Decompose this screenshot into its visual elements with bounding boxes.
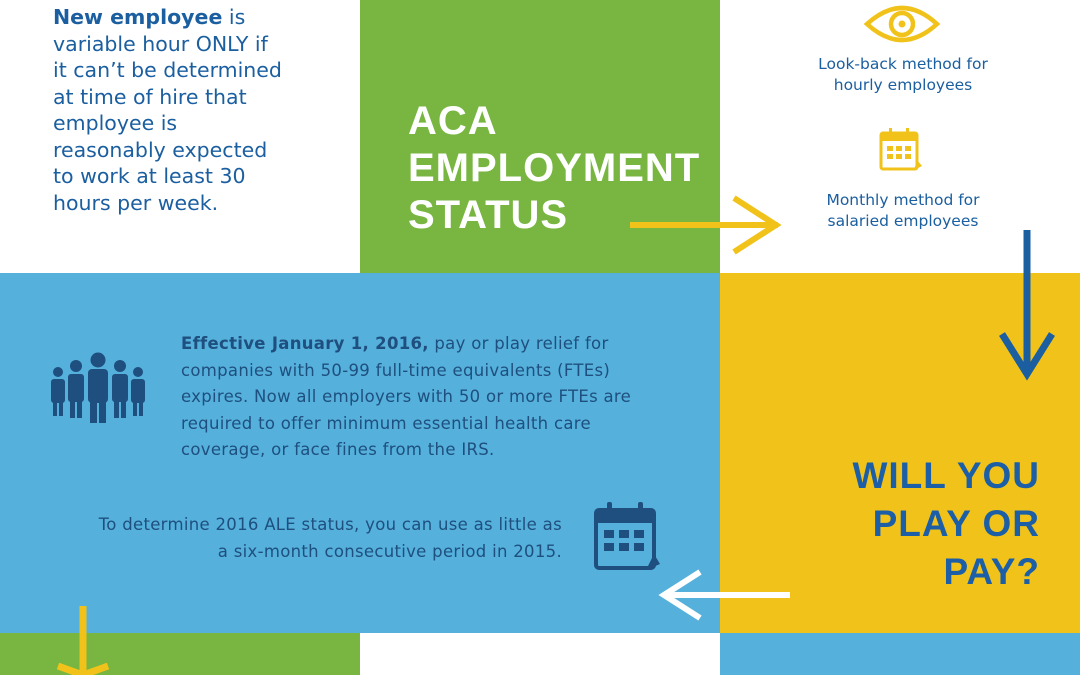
title-line-2: EMPLOYMENT [408,146,701,190]
calendar-icon [592,500,662,576]
arrow-down-icon [56,606,112,675]
new-employee-line-6: reasonably expected [53,137,268,162]
people-group-icon [48,352,148,424]
new-employee-bold: New employee [53,5,223,29]
effective-line-3: expires. Now all employers with 50 or more FTEs are [181,387,632,406]
title-line-1: ACA [408,99,498,143]
new-employee-line-7: to work at least 30 [53,164,246,188]
bottom-green-panel [0,633,360,675]
question-line-3: PAY? [943,551,1040,592]
lookback-line-2: hourly employees [833,76,973,94]
new-employee-line-5: employee is [53,111,178,135]
question-line-1: WILL YOU [852,455,1040,496]
effective-line-5: coverage, or face fines from the IRS. [181,440,495,459]
new-employee-line-4: at time of hire that [53,84,247,109]
title-line-3: STATUS [408,193,569,237]
effective-line-1: pay or play relief for [428,334,609,353]
arrow-down-icon [1000,230,1058,380]
monthly-line-2: salaried employees [827,212,979,230]
effective-text [181,331,701,464]
eye-icon [864,4,940,44]
ale-line-1: To determine 2016 ALE status, you can use as little as [98,515,562,534]
new-employee-text [53,4,333,216]
arrow-right-icon [630,196,790,256]
lookback-line-1: Look-back method for [818,55,988,73]
bottom-white-panel [360,633,720,675]
new-employee-line-1: is [222,5,246,29]
ale-line-2: a six-month consecutive period in 2015. [217,541,562,561]
question-line-2: PLAY OR [872,503,1040,544]
bottom-blue-panel [720,633,1080,675]
effective-line-2: companies with 50-99 full-time equivalents (FTEs) [181,360,611,380]
play-or-pay-heading [790,452,1040,596]
lookback-label [773,54,1033,96]
arrow-left-icon [658,570,790,622]
new-employee-line-2: variable hour ONLY if [53,31,268,56]
monthly-line-1: Monthly method for [826,191,980,209]
calendar-icon [878,126,924,174]
new-employee-line-3: it can’t be determined [53,58,282,82]
new-employee-line-8: hours per week. [53,190,219,215]
monthly-label [773,190,1033,232]
effective-bold: Effective January 1, 2016, [181,334,429,353]
ale-text [40,512,562,565]
effective-line-4: required to offer minimum essential health care [181,413,591,433]
